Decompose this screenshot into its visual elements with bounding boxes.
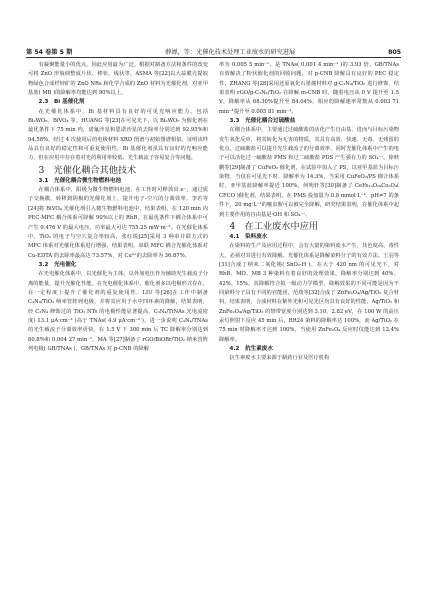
section-heading-4-1: 4.1 染料废水: [229, 233, 268, 240]
section-heading-3: 3 光催化耦合其他技术: [38, 164, 137, 176]
running-title: 薛婵，等：光催化技术处理工业废水的研究进展: [165, 49, 296, 56]
paragraph: 在耦合体系中，阳极为微生物燃料电池，在工作时可释放出 e⁻，通过质子交换膜，转移到阴极的光催化剂上，提升电子-空穴的分离效率。李若等[24]将 BiVO₄ 光催化剂引入微生物燃料电池中，结果表明，在 120 min 内 PEC-MFC 耦合体系可降解 90%以上的 RhB，在最优条件下耦合体系中可产生 0.476 V 的最大电压，功率最大可达 755.25 mW·m⁻²。在光催化体系中，TiO₂ 的电子与空穴复合率较高，张红锐[25]采用 3 种串并联方式的 MFC 体系对光催化体系进行增强，结果表明，串联 MFC 耦合光催化体系对 Cu-EDTA 的去除率最高达 73.57%，对 Cu²⁺的去除率为 36.87%。: [28, 187, 208, 259]
page-number: 805: [388, 49, 401, 56]
paragraph: 率为 0.005 5 min⁻¹，是 TNAs( 0.001 4 min⁻¹ )的 3.93 倍。GB/TNAs 有效解决了粉状催化剂的回收问题，对 p-CNB 降解具有良好的 PEC 稳定性。ZHANG 等[28]采用还原氧化石墨烯材料对 g-C₃N₄/TiO₂ 进行修饰，结果表明 rGO/g-C₃N₄/TiO₂ 在降解 m-CNB 时，随着电压从 0 V 提升至 1.5 V，降解率从 68.30%提升至 84.04%，相应的降解速率常数从 0.003 71 min⁻¹提升至 0.005 81 min⁻¹。: [219, 62, 399, 115]
paragraph: 有凝聚能量小的优点，因此应用最为广泛。根据对制备方法和条件的改变可将 ZnO 形貌调整成片状、棒状、线状等。ASMA 等[22]以大蒜膜壳提取物绿色合成纤锌矿的 ZnO NRs 和化学合成的 ZnO 材料为光催化剂，对亚甲基蓝( MB )的降解率均能达到 90%以上。: [28, 62, 208, 97]
paragraph: 在耦合体系中，主要通过过硫酸盐的活化产生自由基，进而与目标污染物发生氧化反应，将其转化为无害的物质。其具有高效、快速、无毒、无残留的优点。过硫酸盐可以提升光生载流子的分离效率，同时光催化体系中产生的电子可以活化过一硫酸盐 PMS 和过二硫酸盐 PDS 产生强有力的 SO₄⁻·。徐秋鹏等[29]制备了 CuFeO₂ 催化剂，在试验中加入了 PS，以亚甲基蓝为目标污染物，当仅在可见光下时，降解率为 14.3%，当采用 CuFeO₂/PS 耦合体系时，亚甲基蓝降解率提近 100%。何明轩等[30]制备了 CeFe₁₂O₁₉Co₃O₄( CFCO )催化剂，结果表明，在 PMS 投加量为 0.8 mmol·L⁻¹、pH=7 的条件下，20 mg·L⁻¹的噻虫胺可以被完全降解，研究结果表明，在催化体系中起到主要作用的自由基是·OH 和 SO₄⁻·。: [219, 127, 399, 218]
section-heading-3-3: 3.3 光催化耦合过硫酸盐: [229, 118, 296, 125]
section-heading-3-2: 3.2 光电催化: [38, 261, 77, 268]
left-column: [28, 61, 208, 354]
section-heading-3-1: 3.1 光催化耦合微生物燃料电池: [38, 177, 122, 184]
right-column: [219, 61, 399, 364]
section-heading-2-3: 2.3 Bi 基催化剂: [38, 99, 85, 106]
running-header: [26, 44, 401, 56]
section-heading-4-2: 4.2 抗生素废水: [229, 345, 273, 352]
volume-issue: 第 54 卷第 5 期: [26, 49, 73, 56]
paragraph: 抗生素废水主要来源于制药行业及医疗机构: [229, 355, 330, 362]
paragraph: 在光催化体系中，Bi 基材料具有良好的可见光响应能力，包括 Bi₂WO₆、BiVO₄ 等。HUANG 等[23]在可见光下，以 Bi₂WO₆ 为催化剂在最优条件下 75 min 内，诺氟沙星和恩诺沙星的去除率分别达到 92.95%和 94.58%，经过 4 次使用后的电极材料 XRD 图谱与初始图谱相似，证明该样品具有良好的稳定性和可重复使用性。Bi 基催化剂虽具有良好的光响应能力，但在应用中存在着对光的利用率较低、光生载流子容易复合等问题。: [28, 108, 208, 162]
section-heading-4: 4 在工业废水中应用: [229, 220, 319, 232]
header-rule: [26, 57, 401, 58]
paragraph: 在染料的生产及应用过程中，会有大量的染料废水产生，其色度高、毒性大，必须对其进行有效降解。光催化体系是降解染料分子的有效方法。王羽等[31]合成了纳米二氧化锡( SnO₂-H )，在大于 420 nm 的可见光下，对 RhB、MO、MB 3 种染料有着良好的处理效果，降解率分别达到 40%、42%、15%。其降解符合拟一级动力学模型，降解效果的不同可能是因为不同染料分子具有不同的官能团。范琰等[32]合成了 ZnFe₂O₄/Ag/TiO₂ 复合材料，结果表明，合成材料在紫外光和可见光区均具有良好的性能，Ag/TiO₂ 和 ZnFe₂O₄/Ag/TiO₂ 的禁带宽度分别达到 3.10、2.82 eV，在 100 W 的高压汞灯照射下反应 45 min 后，RR24 染料的降解率达 100%，而 Ag/TiO₂ 在 75 min 时降解率才达到 100%，当使用 ZnFe₂O₄ 反应时仅能达到 12.4%降解率。: [219, 243, 399, 343]
paragraph: 在光电催化体系中，以光催化为主体，以外加电压作为辅助光生载流子分离的能量，提升光催化性能。在光电催化体系中，催化剂多以电极形式存在，在一定程度上提升了催化剂的重复使用性。LIU 等[26]在工作中制备 C₃N₄/TiO₂ 纳米管阵列电极，并将其应用于水中四环素的降解，结果表明，经 C₃N₄ 修饰过的 TiO₂ NTs 的电极性能显著提高，C₃N₄/TiNAs 光电流密度( 13.1 μA·cm⁻² )高于 TNAs( 4.9 μA·cm⁻² )，进一步说明 C₃N₄/TNAs 的光生载流子分离效率更快，在 1.5 V 下 300 min 后 TC 降解率分别达到 80.8%和 0.004 27 min⁻¹。MA 等[27]制备了 rGO/BiOBr/TiO₂ 纳米管阵列电极( GB/TNAs )，GB/TNAs 对 p-CNB 的降解: [28, 271, 208, 352]
